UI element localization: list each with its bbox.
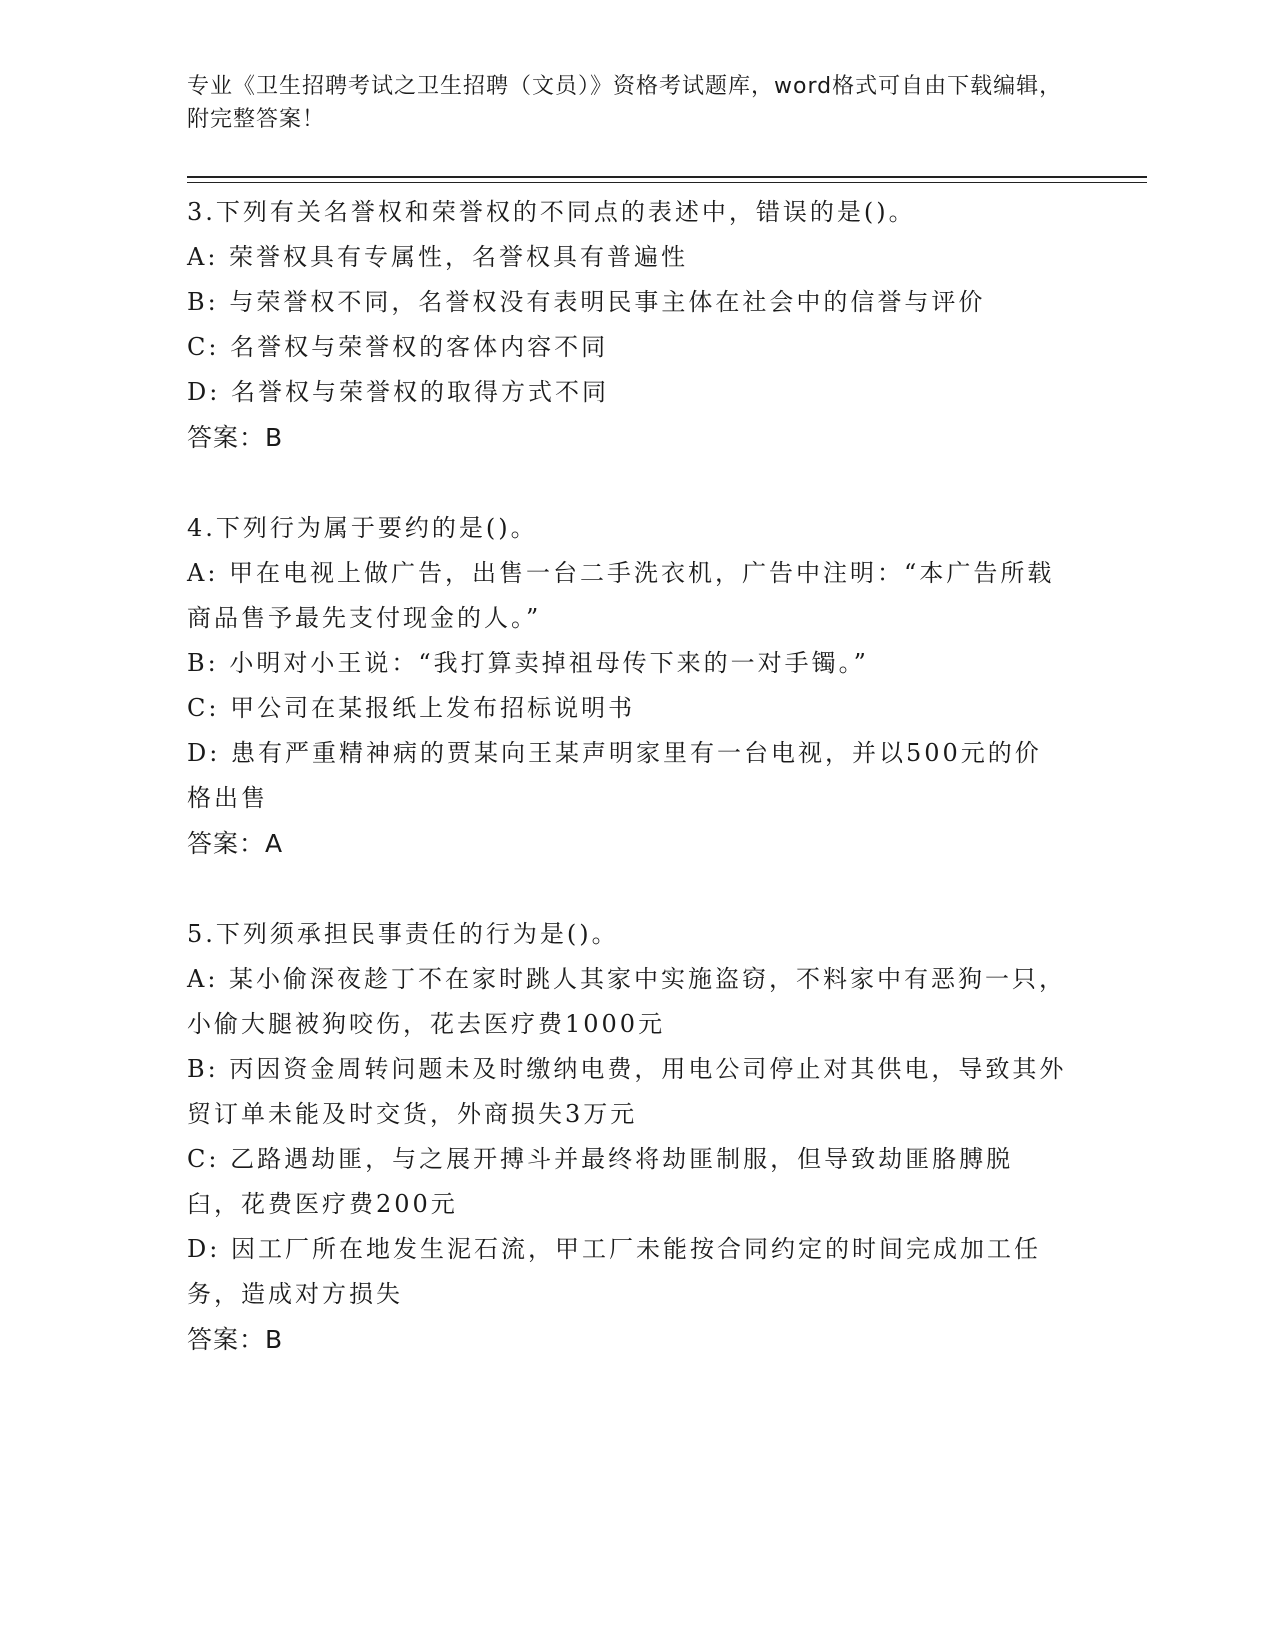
option-a: A: 某小偷深夜趁丁不在家时跳人其家中实施盗窃，不料家中有恶狗一只，小偷大腿被狗咬伤，花去医疗费1000元	[187, 965, 1067, 1038]
document-header: 专业《卫生招聘考试之卫生招聘（文员）》资格考试题库，word格式可自由下载编辑，附完整答案！	[187, 74, 1063, 132]
option-d: D: 因工厂所在地发生泥石流，甲工厂未能按合同约定的时间完成加工任务，造成对方损失	[187, 1235, 1041, 1308]
answer-line: 答案：A	[187, 829, 284, 858]
question-4	[187, 506, 1067, 866]
header-divider-thin	[187, 182, 1147, 183]
option-c: C: 甲公司在某报纸上发布招标说明书	[187, 694, 636, 722]
option-c: C: 名誉权与荣誉权的客体内容不同	[187, 333, 609, 361]
option-a: A: 荣誉权具有专属性，名誉权具有普遍性	[187, 243, 689, 271]
option-b: B: 小明对小王说：“我打算卖掉祖母传下来的一对手镯。”	[187, 649, 869, 677]
option-b: B: 与荣誉权不同，名誉权没有表明民事主体在社会中的信誉与评价	[187, 288, 986, 316]
question-stem: 4.下列行为属于要约的是()。	[187, 514, 538, 542]
header-divider-thick	[187, 176, 1147, 178]
option-b: B: 丙因资金周转问题未及时缴纳电费，用电公司停止对其供电，导致其外贸订单未能及时交货，外商损失3万元	[187, 1055, 1067, 1128]
question-3	[187, 190, 1067, 460]
option-a: A: 甲在电视上做广告，出售一台二手洗衣机，广告中注明：“本广告所载商品售予最先支付现金的人。”	[187, 559, 1055, 632]
option-c: C: 乙路遇劫匪，与之展开搏斗并最终将劫匪制服，但导致劫匪胳膊脱臼，花费医疗费200元	[187, 1145, 1014, 1218]
question-5	[187, 912, 1067, 1362]
question-list	[187, 190, 1067, 1408]
answer-line: 答案：B	[187, 1325, 284, 1354]
question-stem: 3.下列有关名誉权和荣誉权的不同点的表述中，错误的是()。	[187, 198, 916, 226]
option-d: D: 患有严重精神病的贾某向王某声明家里有一台电视，并以500元的价格出售	[187, 739, 1042, 812]
option-d: D: 名誉权与荣誉权的取得方式不同	[187, 378, 609, 406]
answer-line: 答案：B	[187, 423, 284, 452]
question-stem: 5.下列须承担民事责任的行为是()。	[187, 920, 619, 948]
